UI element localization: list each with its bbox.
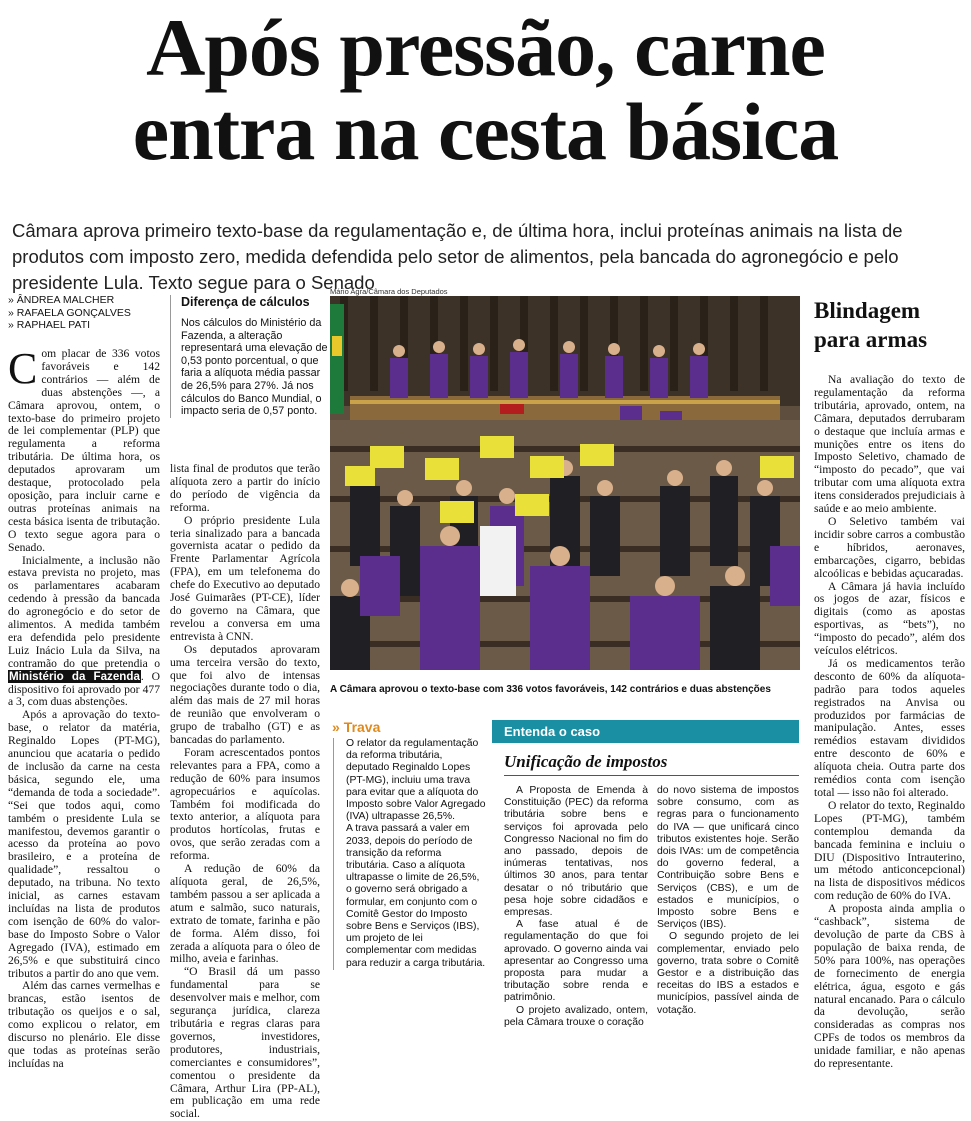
explainer-header: Entenda o caso	[492, 720, 799, 743]
trava-text: A trava passará a valer em 2033, depois do período de transição da reforma tributária. Caso a alíquota ultrapasse o limite de 26,5%, o governo será obrigado a formular, em conjunto com o Comitê Gestor do Imposto sobre Bens e Serviços (IBS), um projeto de lei complementar com medidas para reduzir a carga tributária.	[346, 823, 486, 969]
explainer-subtitle: Unificação de impostos	[504, 752, 668, 771]
paragraph: . O dispositivo foi aprovado por 477 a 3, com duas abstenções.	[8, 669, 160, 709]
paragraph: A Proposta de Emenda à Constituição (PEC) da reforma tributária sobre bens e serviços foi aprovada pelo Congresso Nacional no fim do ano passado, depois de inúmeras tentativas, nos últimos 30 anos, para tentar desatar o nó tributário que pesa hoje sobre cidadãos e empresas.	[504, 785, 648, 919]
trava-box	[333, 738, 486, 970]
deck: Câmara aprova primeiro texto-base da regulamentação e, de última hora, inclui proteínas animais na lista de produtos com imposto zero, medida defendida pelo setor de alimentos, pela bancada do agronegócio e pelo presidente Lula. Texto segue para o Senado	[12, 220, 903, 293]
paragraph: O segundo projeto de lei complementar, enviado pelo governo, trata sobre o Comitê Gestor e a distribuição das receitas do IBS a estados e municípios, passível ainda de votação.	[657, 931, 799, 1016]
paragraph: O projeto avalizado, ontem, pela Câmara trouxe o coração	[504, 1004, 648, 1028]
paragraph: O relator do texto, Reginaldo Lopes (PT-MG), também contemplou demanda da bancada feminina e incluiu o DIU (Dispositivo Intrauterino, um método anticoncepcional) na lista de dispositivos médicos com redução de 60% do IVA.	[814, 798, 965, 903]
paragraph: Além das carnes vermelhas e brancas, estão isentos de tributação os queijos e o sal, como explicou o relator, em discurso no plenário. Ele disse que todas as proteínas serão incluídas na	[8, 979, 160, 1070]
byline-author: » ÂNDREA MALCHER	[8, 294, 115, 306]
chamber-illustration	[330, 296, 800, 670]
highlight-link[interactable]: Ministério da Fazenda	[9, 669, 140, 683]
article-column-1	[8, 344, 160, 1071]
trava-text: O relator da regulamentação da reforma tributária, deputado Reginaldo Lopes (PT-MG), incluiu uma trava para evitar que a alíquota do Imposto sobre Valor Agregado (IVA) ultrapasse 26,5%.	[346, 738, 486, 823]
paragraph: om placar de 336 votos favoráveis e 142 contrários — além de duas abstenções —, a Câmara aprovou, ontem, o texto-base do primeiro projeto de lei complementar (PLP) que regulamenta a reforma tributária. De última hora, os deputados aprovaram um destaque, protocolado pela oposição, para incluir carne e outras proteínas animais na cesta básica isenta de tributação. O texto segue agora para o Senado.	[8, 347, 160, 554]
paragraph: Os deputados aprovaram uma terceira versão do texto, que foi alvo de intensas negociações durante todo o dia, além das mais de 27 mil horas de reunião que envolveram o grupo de trabalho (GT) e as bancadas do parlamento.	[170, 642, 320, 747]
drop-cap: C	[8, 344, 38, 393]
paragraph: Já os medicamentos terão desconto de 60% da alíquota-padrão para todos aqueles registrados na Anvisa ou produzidos por farmácias de manipulação. Antes, esses remédios estavam divididos entre desconto de 60% e alíquota cheia. Outra parte dos remédios conta com isenção total — isso não foi alterado.	[814, 656, 965, 799]
trava-title: » Trava	[332, 719, 381, 735]
paragraph: do novo sistema de impostos sobre consumo, com as regras para o funcionamento do IVA — que unificará cinco tributos existentes hoje. Serão dois IVAs: um de competência do governo federal, a Contribuição sobre Bens e Serviços (CBS), e um de estados e municípios, o Imposto sobre Bens e Serviços (IBS).	[657, 785, 799, 931]
paragraph: O Seletivo também vai incidir sobre carros a combustão e híbridos, aeronaves, embarcações, cigarro, bebidas alcoólicas e bebidas açucaradas.	[814, 514, 965, 580]
byline-author: » RAPHAEL PATI	[8, 319, 91, 331]
paragraph: “O Brasil dá um passo fundamental para se desenvolver mais e melhor, com segurança jurídica, clareza tributária e regras claras para governos, investidores, produtores, industriais, comerciantes e consumidores”, comentou o presidente da Câmara, Arthur Lira (PP-AL), em publicação em uma rede social.	[170, 965, 320, 1121]
paragraph: Foram acrescentados pontos relevantes para a FPA, como a redução de 60% para insumos agropecuários e aquícolas. Também foi modificada do texto anterior, a alíquota para produtos hortícolas, frutas e ovos, que serão zeradas com a reforma.	[170, 745, 320, 863]
byline-author: » RAFAELA GONÇALVES	[8, 306, 131, 319]
photo-caption: A Câmara aprovou o texto-base com 336 votos favoráveis, 142 contrários e duas abstenções	[330, 684, 771, 695]
photo-credit: Mário Agra/Câmara dos Deputados	[330, 287, 448, 296]
paragraph: Na avaliação do texto de regulamentação da reforma tributária, aprovado, ontem, na Câmara, deputados derrubaram o destaque que incluía armas e munições entre os itens do Imposto Seletivo, chamado de “imposto do pecado”, que vai tributar com uma alíquota extra itens considerados prejudiciais à saúde e ao meio ambiente.	[814, 373, 965, 516]
explainer-column-2	[657, 785, 799, 1017]
paragraph: Inicialmente, a inclusão não estava prevista no projeto, mas os parlamentares acabaram cedendo à pressão da bancada do agronegócio e do setor de alimentos. A medida também era defendida pelo presidente Luiz Inácio Lula da Silva, na contramão do que pretendia o	[8, 553, 160, 670]
sidebar-column	[814, 374, 965, 1071]
paragraph: O próprio presidente Lula teria sinalizado para a bancada governista acatar o pedido da Frente Parlamentar Agrícola (FPA), em um telefonema do chefe do Executivo ao deputado José Guimarães (PT-CE), líder do governo na Câmara, que revelou a conversa em uma entrevista à CNN.	[170, 513, 320, 643]
divider	[504, 775, 799, 776]
chamber-photo	[330, 296, 800, 670]
paragraph: A Câmara já havia incluído os jogos de azar, físicos e digitais (como as apostas esportivas, as “bets”), no “imposto do pecado”, além dos veículos elétricos.	[814, 579, 965, 658]
explainer-column-1	[504, 785, 648, 1029]
paragraph: A redução de 60% da alíquota geral, de 26,5%, também passou a ser aplicada a atum e salmão, suco naturais, extrato de tomate, farinha e pão de forma. Além disso, foi zerada a alíquota para o óleo de milho, aveia e farinhas.	[170, 862, 320, 966]
box-text: Nos cálculos do Ministério da Fazenda, a alteração representará uma elevação de 0,53 ponto porcentual, o que faria a alíquota média passar de 26,5% para 27%. Já nos cálculos do Banco Mundial, o impacto seria de 0,57 ponto.	[181, 317, 328, 418]
paragraph: A proposta ainda amplia o “cashback”, sistema de devolução de parte da CBS à população de baixa renda, de 50% para 100%, nas operações de fornecimento de energia elétrica, água, esgoto e gás natural encanado. Para o cálculo da devolução, serão consideradas as compras nos CPFs de todos os membros da unidade familiar, e não apenas do representante.	[814, 902, 965, 1071]
headline	[0, 2, 971, 177]
chevron-right-icon: »	[332, 719, 340, 735]
calc-difference-box	[170, 295, 329, 418]
paragraph: A fase atual é de regulamentação do que foi aprovado. O governo ainda vai apresentar ao Congresso uma proposta para mudar a tributação sobre renda e patrimônio.	[504, 919, 648, 1004]
box-title: Diferença de cálculos	[181, 295, 310, 309]
headline-line-1: Após pressão, carne	[146, 2, 825, 93]
headline-line-2: entra na cesta básica	[132, 86, 839, 177]
byline	[8, 294, 168, 332]
sidebar-title: Blindagem para armas	[814, 298, 928, 352]
paragraph: lista final de produtos que terão alíquota zero a partir do início do período de vigência da reforma.	[170, 462, 320, 514]
paragraph: Após a aprovação do texto-base, o relator da matéria, Reginaldo Lopes (PT-MG), anunciou que acataria o pedido de inclusão da carne na cesta básica, segundo ele, uma “demanda de toda a sociedade”. “Sei que todos aqui, como também o presidente Lula se manifestou, devemos garantir o acesso da proteína ao povo brasileiro, e a proteína de qualidade”, ressaltou o deputado, na tribuna. No texto inicial, as carnes estavam incluídas na lista de produtos com isenção de 60% do valor-base do Imposto Sobre o Valor Agregado (IVA), estimado em 26,5% e que substituirá cinco tributos a partir do ano que vem.	[8, 708, 160, 980]
article-column-2	[170, 463, 320, 1121]
